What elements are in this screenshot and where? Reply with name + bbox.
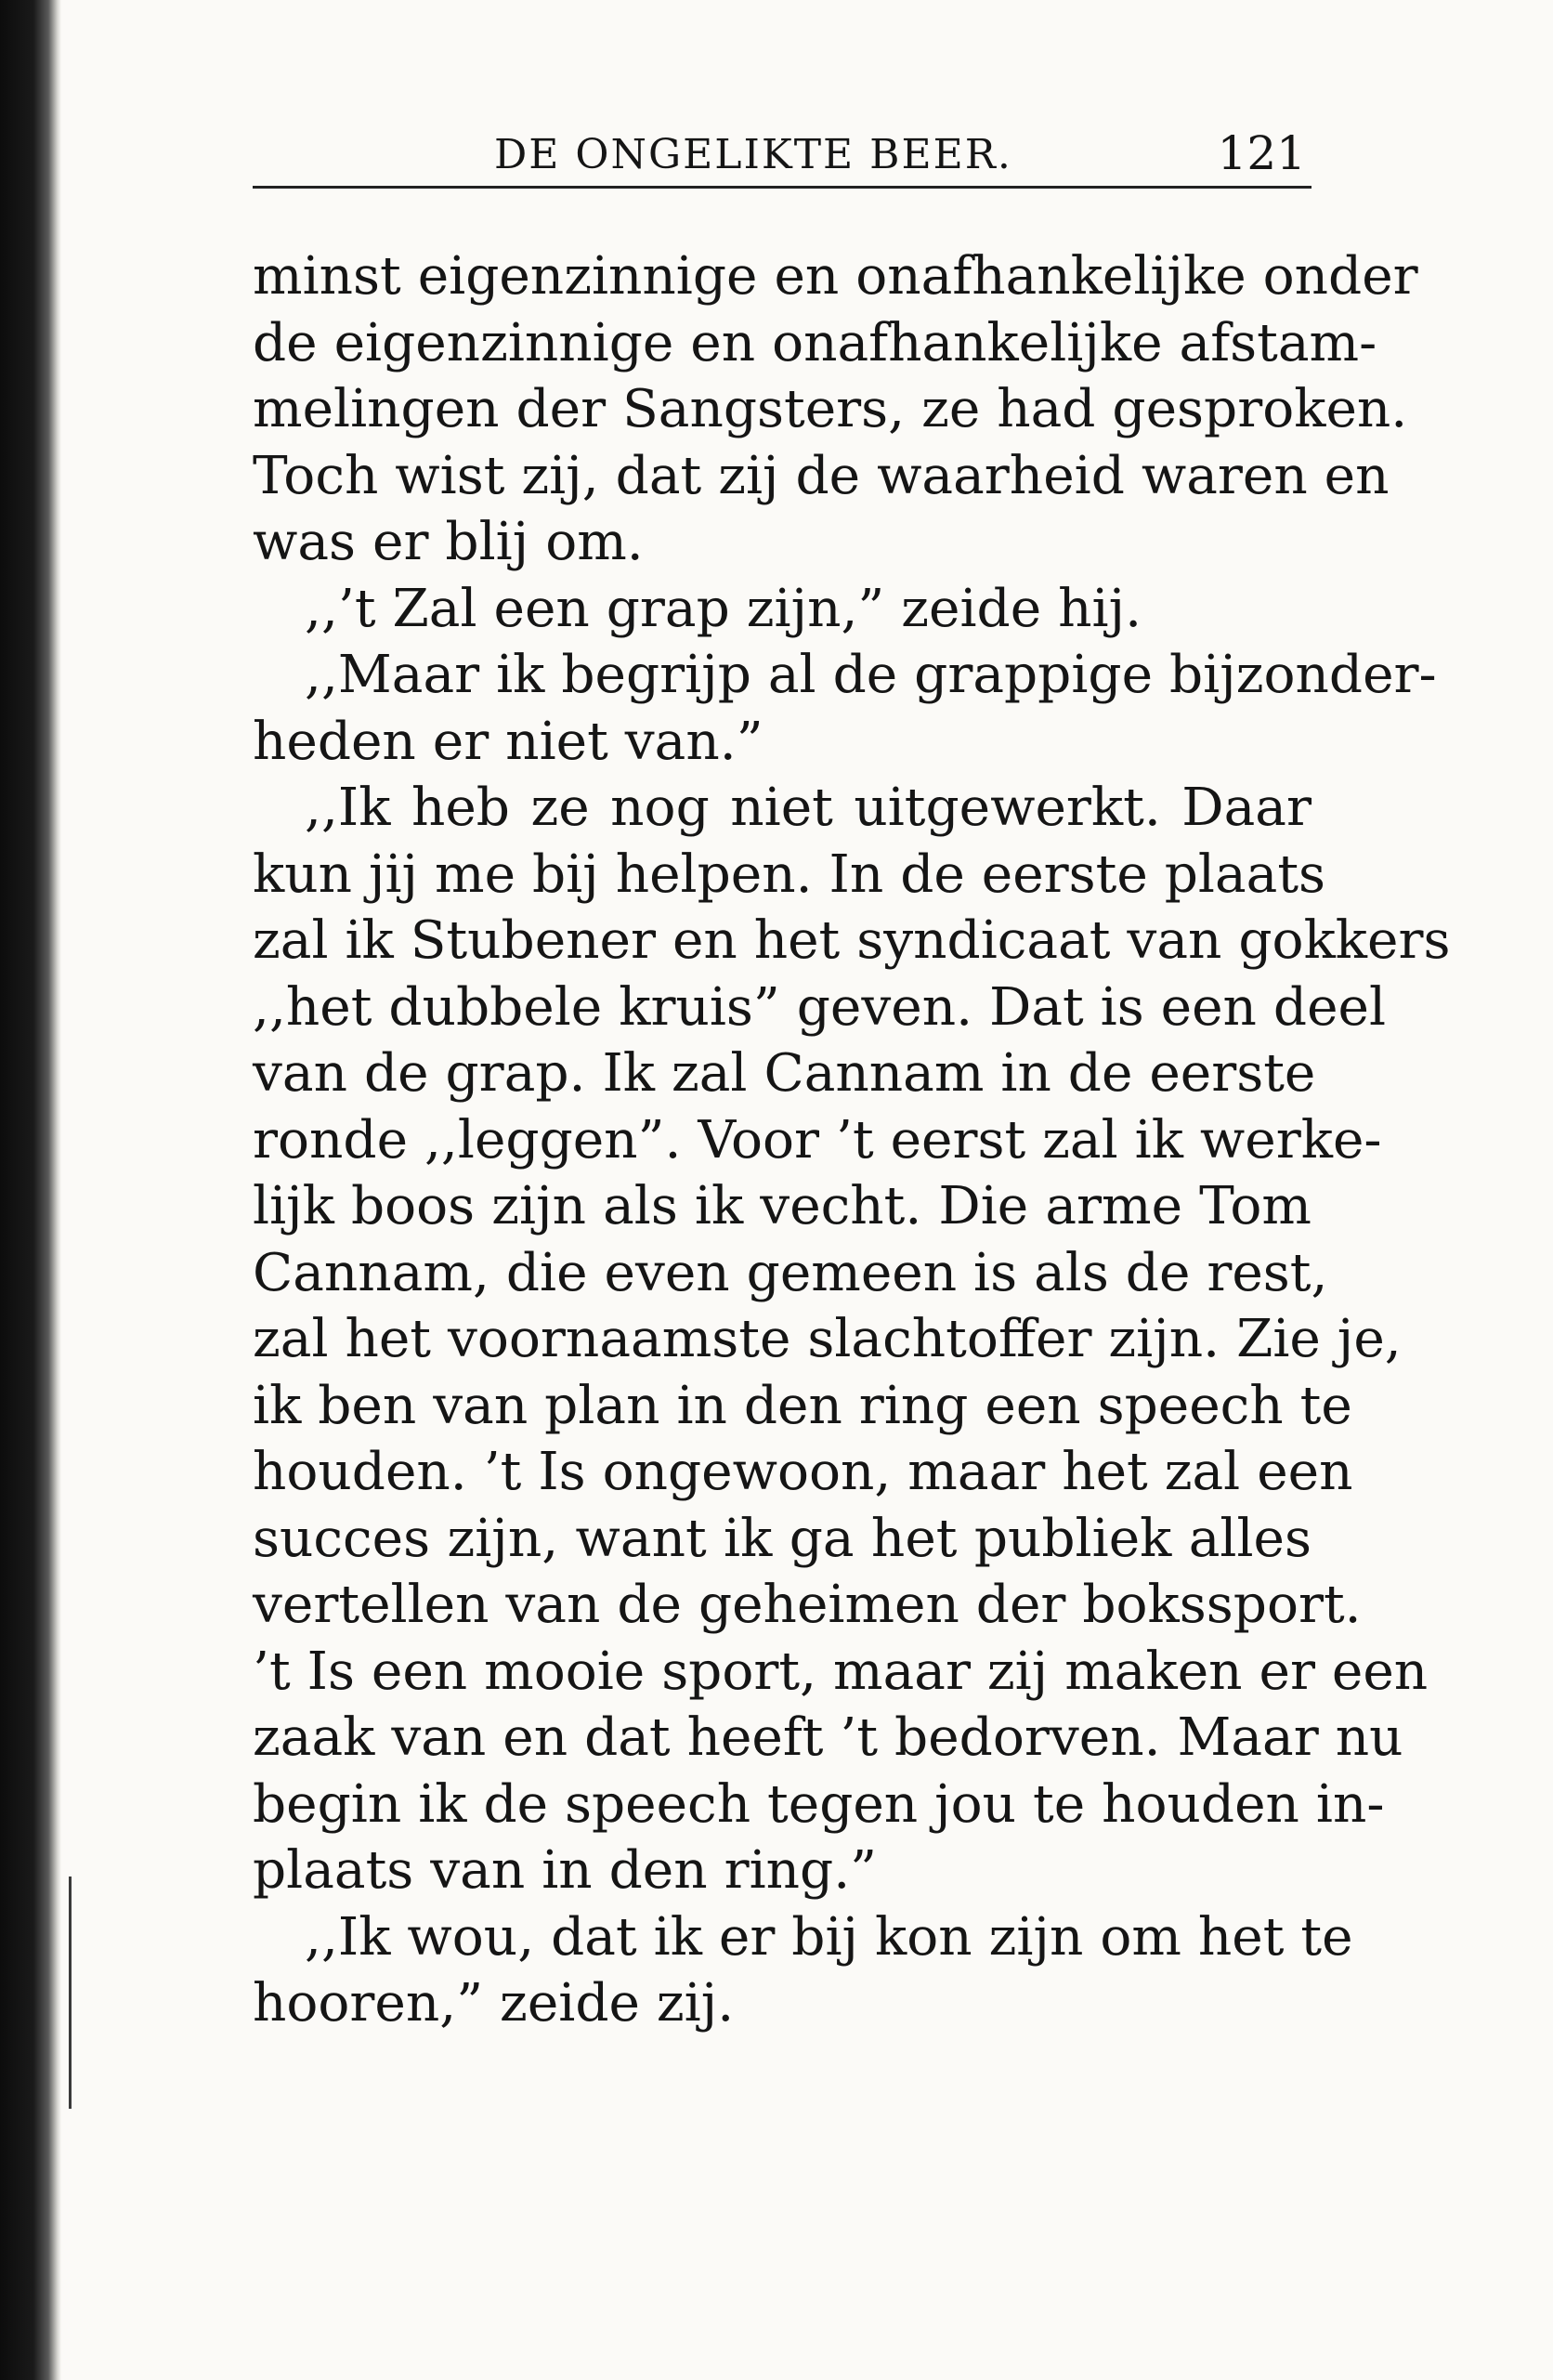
text-line: heden er niet van.”: [253, 711, 763, 772]
text-line: ik ben van plan in den ring een speech te: [253, 1375, 1352, 1436]
text-line: vertellen van de geheimen der bokssport.: [253, 1575, 1362, 1635]
text-line: ,,Ik wou, dat ik er bij kon zijn om het te: [305, 1906, 1353, 1968]
text-line: zal het voornaamste slachtoffer zijn. Zie je,: [253, 1309, 1402, 1369]
text-line: plaats van in den ring.”: [253, 1840, 878, 1901]
text-line: hooren,” zeide zij.: [253, 1973, 735, 2033]
text-line: ronde ,,leggen”. Voor ’t eerst zal ik werke-: [253, 1109, 1382, 1170]
text-line: ,,Maar ik begrijp al de grappige bijzonder-: [305, 645, 1437, 705]
text-line: van de grap. Ik zal Cannam in de eerste: [253, 1043, 1316, 1104]
book-binding-edge: [0, 0, 61, 2380]
text-line: houden. ’t Is ongewoon, maar het zal een: [253, 1442, 1353, 1502]
text-line: was er blij om.: [253, 512, 644, 572]
running-title: DE ONGELIKTE BEER.: [494, 131, 1012, 178]
text-line: succes zijn, want ik ga het publiek alles: [253, 1508, 1312, 1569]
text-line: minst eigenzinnige en onafhankelijke onder: [253, 246, 1418, 307]
text-line: kun jij me bij helpen. In de eerste plaats: [253, 843, 1326, 905]
text-line: ,,het dubbele kruis” geven. Dat is een deel: [253, 976, 1387, 1038]
text-line: ,,’t Zal een grap zijn,” zeide hij.: [305, 578, 1142, 639]
text-line: lijk boos zijn als ik vecht. Die arme Tom: [253, 1176, 1312, 1236]
margin-mark: [69, 1877, 72, 2109]
text-line: Toch wist zij, dat zij de waarheid waren en: [253, 445, 1390, 506]
text-line: zal ik Stubener en het syndicaat van gokkers: [253, 910, 1451, 971]
text-line: ,,Ik heb ze nog niet uitgewerkt. Daar: [305, 778, 1312, 838]
page-number: 121: [1217, 126, 1306, 180]
text-line: Cannam, die even gemeen is als de rest,: [253, 1242, 1328, 1303]
text-line: begin ik de speech tegen jou te houden in-: [253, 1773, 1385, 1835]
text-line: zaak van en dat heeft ’t bedorven. Maar nu: [253, 1707, 1403, 1768]
text-line: de eigenzinnige en onafhankelijke afstam-: [253, 312, 1377, 373]
body-text: [253, 243, 1451, 2037]
text-line: ’t Is een mooie sport, maar zij maken er een: [253, 1641, 1429, 1702]
text-line: melingen der Sangsters, ze had gesproken.: [253, 379, 1408, 439]
page-header: [253, 111, 1312, 189]
